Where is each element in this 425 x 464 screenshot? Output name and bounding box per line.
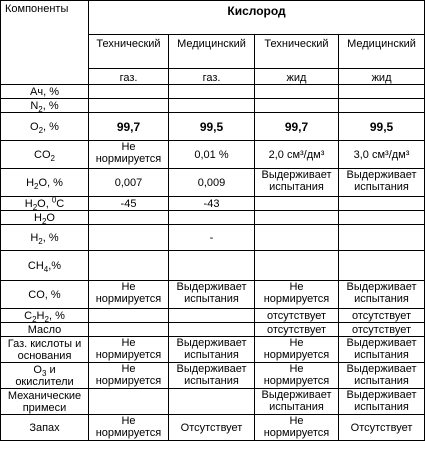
- value-cell: Не нормируется: [255, 363, 339, 389]
- component-name: $C_2H_2$, %: [1, 309, 89, 323]
- value-cell: [169, 323, 255, 337]
- state-header: газ.: [169, 69, 255, 85]
- value-cell: Выдерживает испытания: [169, 363, 255, 389]
- table-row: [1, 415, 425, 441]
- value-cell: -: [169, 225, 255, 251]
- value-cell: [255, 197, 339, 211]
- value-cell: Не нормируется: [89, 363, 169, 389]
- table-row: [1, 225, 425, 251]
- grade-header: Медицинский: [169, 35, 255, 69]
- value-cell: Выдерживает испытания: [255, 389, 339, 415]
- table-row: [1, 211, 425, 225]
- component-name: Ач, %: [1, 85, 89, 99]
- value-cell: [339, 211, 425, 225]
- value-cell: [169, 389, 255, 415]
- value-cell: 3,0 см³/дм³: [339, 141, 425, 169]
- value-cell: 99,5: [339, 113, 425, 141]
- value-cell: [255, 99, 339, 113]
- value-cell: Отсутствует: [339, 415, 425, 441]
- table-row: [1, 389, 425, 415]
- value-cell: отсутствует: [339, 309, 425, 323]
- table-row: [1, 141, 425, 169]
- table-row: [1, 309, 425, 323]
- component-name: Запах: [1, 415, 89, 441]
- state-header: жид: [339, 69, 425, 85]
- grade-header: Медицинский: [339, 35, 425, 69]
- component-name: Газ. кислоты и основания: [1, 337, 89, 363]
- component-name: $N_2$, %: [1, 99, 89, 113]
- table-body: [1, 1, 425, 441]
- value-cell: Не нормируется: [255, 337, 339, 363]
- component-name: $CO_2$: [1, 141, 89, 169]
- value-cell: 0,007: [89, 169, 169, 197]
- component-name: Механические примеси: [1, 389, 89, 415]
- table-row: [1, 169, 425, 197]
- component-name: Масло: [1, 323, 89, 337]
- component-name: $O_2$, %: [1, 113, 89, 141]
- value-cell: Не нормируется: [89, 337, 169, 363]
- value-cell: [255, 251, 339, 281]
- components-header: Компоненты: [1, 1, 89, 85]
- component-name: $O_3$ и окислители: [1, 363, 89, 389]
- component-name: CO, %: [1, 281, 89, 309]
- value-cell: [255, 211, 339, 225]
- value-cell: [89, 251, 169, 281]
- value-cell: Выдерживает испытания: [255, 169, 339, 197]
- value-cell: Не нормируется: [89, 281, 169, 309]
- component-name: $H_2$, %: [1, 225, 89, 251]
- component-name: $H_2O$, $^0$C: [1, 197, 89, 211]
- value-cell: Выдерживает испытания: [339, 363, 425, 389]
- table-row: [1, 251, 425, 281]
- value-cell: [339, 99, 425, 113]
- table-row: [1, 337, 425, 363]
- value-cell: Выдерживает испытания: [169, 337, 255, 363]
- value-cell: Выдерживает испытания: [339, 389, 425, 415]
- value-cell: Выдерживает испытания: [339, 337, 425, 363]
- value-cell: [169, 85, 255, 99]
- value-cell: [89, 85, 169, 99]
- value-cell: [89, 225, 169, 251]
- value-cell: 0,009: [169, 169, 255, 197]
- value-cell: Отсутствует: [169, 415, 255, 441]
- value-cell: Не нормируется: [255, 415, 339, 441]
- oxygen-header: Кислород: [89, 1, 425, 35]
- state-header: жид: [255, 69, 339, 85]
- value-cell: [89, 211, 169, 225]
- table-row: [1, 197, 425, 211]
- value-cell: [89, 323, 169, 337]
- value-cell: [89, 99, 169, 113]
- value-cell: Не нормируется: [89, 415, 169, 441]
- value-cell: [169, 309, 255, 323]
- value-cell: [339, 85, 425, 99]
- component-name: $H_2O$: [1, 211, 89, 225]
- component-name: $H_2O$, %: [1, 169, 89, 197]
- value-cell: Выдерживает испытания: [339, 281, 425, 309]
- value-cell: Выдерживает испытания: [169, 281, 255, 309]
- table-row: [1, 323, 425, 337]
- value-cell: отсутствует: [255, 309, 339, 323]
- state-header: газ.: [89, 69, 169, 85]
- value-cell: [89, 389, 169, 415]
- value-cell: [339, 225, 425, 251]
- value-cell: [89, 309, 169, 323]
- value-cell: 99,7: [255, 113, 339, 141]
- table-row: [1, 281, 425, 309]
- value-cell: [255, 225, 339, 251]
- value-cell: [339, 197, 425, 211]
- value-cell: Не нормируется: [89, 141, 169, 169]
- value-cell: -45: [89, 197, 169, 211]
- value-cell: отсутствует: [339, 323, 425, 337]
- value-cell: 99,5: [169, 113, 255, 141]
- value-cell: [169, 99, 255, 113]
- value-cell: [169, 251, 255, 281]
- table-row: [1, 363, 425, 389]
- value-cell: отсутствует: [255, 323, 339, 337]
- value-cell: [339, 251, 425, 281]
- value-cell: Выдерживает испытания: [339, 169, 425, 197]
- value-cell: 2,0 см³/дм³: [255, 141, 339, 169]
- grade-header: Технический: [255, 35, 339, 69]
- value-cell: -43: [169, 197, 255, 211]
- value-cell: 0,01 %: [169, 141, 255, 169]
- value-cell: [255, 85, 339, 99]
- table-row: [1, 99, 425, 113]
- table-row: [1, 113, 425, 141]
- value-cell: Не нормируется: [255, 281, 339, 309]
- table-row: [1, 85, 425, 99]
- header-row-title: [1, 1, 425, 35]
- value-cell: [169, 211, 255, 225]
- grade-header: Технический: [89, 35, 169, 69]
- component-name: $CH_4,\%$: [1, 251, 89, 281]
- value-cell: 99,7: [89, 113, 169, 141]
